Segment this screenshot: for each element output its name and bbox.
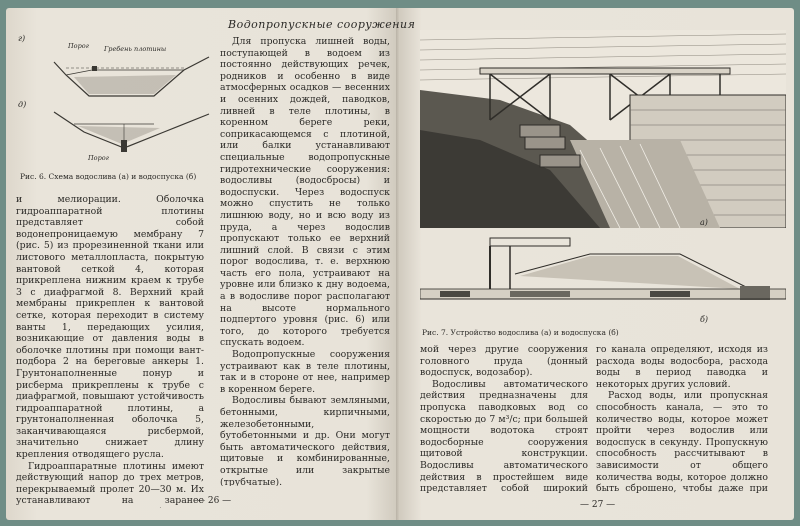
paragraph: Водосливы автоматического действия предназначены для пропуска паводковых вод со скоростью до 7 м³/с; при большей мощности водотока строят водосборные сооружения щитовой конструкции. Водосливы автоматического действия в простейшем виде представляет собой широкий [420,378,588,494]
book-gutter [396,8,400,520]
figure-6-porog-bottom: Порог [88,154,109,162]
figure-7-label-b: б) [700,315,709,324]
running-header: Водопропускные сооружения [228,18,416,31]
paragraph: Гидроаппаратные плотины имеют действующий напор до трех метров, перекрываемый пролет 20—30 м. Их устанавливают на заранее [16,460,204,507]
figure-6-caption: Рис. 6. Схема водослива (а) и водоспуска (б) [20,172,197,181]
right-page-number: — 27 — [580,500,616,510]
left-page-column-2 [220,36,390,486]
figure-7a-illustration [420,30,786,228]
figure-6-label-d: д) [18,100,27,109]
figure-7b-section [420,234,786,318]
left-page-number: — 26 — [196,496,232,506]
figure-6-porog-top: Порог [68,42,89,50]
left-page-column-1 [16,194,204,508]
paragraph: Водопропускные сооружения устраивают как в теле плотины, так и в стороне от нее, например в коренном береге. [220,349,390,395]
figure-7-caption: Рис. 7. Устройство водослива (а) и водоспуска (б) [422,328,619,337]
paragraph: и мелиорации. Оболочка гидроаппаратной плотины представляет собой водонепроницаемую мембрану 7 (рис. 5) из прорезиненной ткани или листового металлопласта, покрытую вантовой сеткой 4, которая прикреплена нижним краем к трубе 3 с диафрагмой 8. Верхний край мембраны прикреплен к вантовой сетке, которая переходит в систему ванты 1, передающих усилия, возникающие от давления воды в оболочке плотины при помощи вант-подбора 2 на береговые анкеры 1. Грунтонаполненные понур и рисберма прикреплены к трубе с диафрагмой, повышают устойчивость гидроаппаратной плотины, а грунтонаполненная оболочка 5, заканчивающаяся рисбермой, значительно снижает длину крепления отводящего русла. [16,194,204,461]
paragraph: Водосливы бывают земляными, бетонными, кирпичными, железобетонными, бутобетонными и др. Они могут быть автоматического действия, щитовые и комбинированные, открытые или закрытые (трубчатые). [220,395,390,486]
paragraph: Расход воды, или пропускная способность канала, — это то количество воды, которое может пройти через водослив или водоспуск в секунду. Пропускную способность рассчитывают в зависимости от общего количества воды, которое должно быть сброшено, чтобы даже при [596,390,768,494]
right-page-column-1 [420,344,588,494]
figure-6-label-g: г) [18,34,26,43]
figure-6-crest-label: Гребень плотины [104,45,167,53]
paragraph: мой через другие сооружения головного пруда (донный водоспуск, водозабор). [420,344,588,379]
paragraph: го канала определяют, исходя из расхода воды водосбора, расхода воды в период паводка и некоторых других условий. [596,344,768,390]
right-page-column-2 [596,344,768,494]
figure-7-label-a: а) [700,218,708,227]
paragraph: Для пропуска лишней воды, поступающей в водоем из постоянно действующих речек, родников и особенно в виде атмосферных осадков — весенних и осенних дождей, паводков, ливней в теле плотины, в коренном береге реки, соприкасающемся с плотиной, или балки устанавливают специальные водопропускные гидротехнические сооружения: водосливы (водосбросы) и водоспуски. Через водоспуск можно спустить не только лишнюю воду, но и всю воду из пруда, а через водослив пропускают только ее верхний лишний слой. В связи с этим порог водослива, т. е. верхнюю часть его пола, устраивают на уровне или близко к дну водоема, а в водосливе порог располагают на высоте нормального подпертого уровня (рис. 6) или того, до которого требуется спускать водоем. [220,36,390,349]
